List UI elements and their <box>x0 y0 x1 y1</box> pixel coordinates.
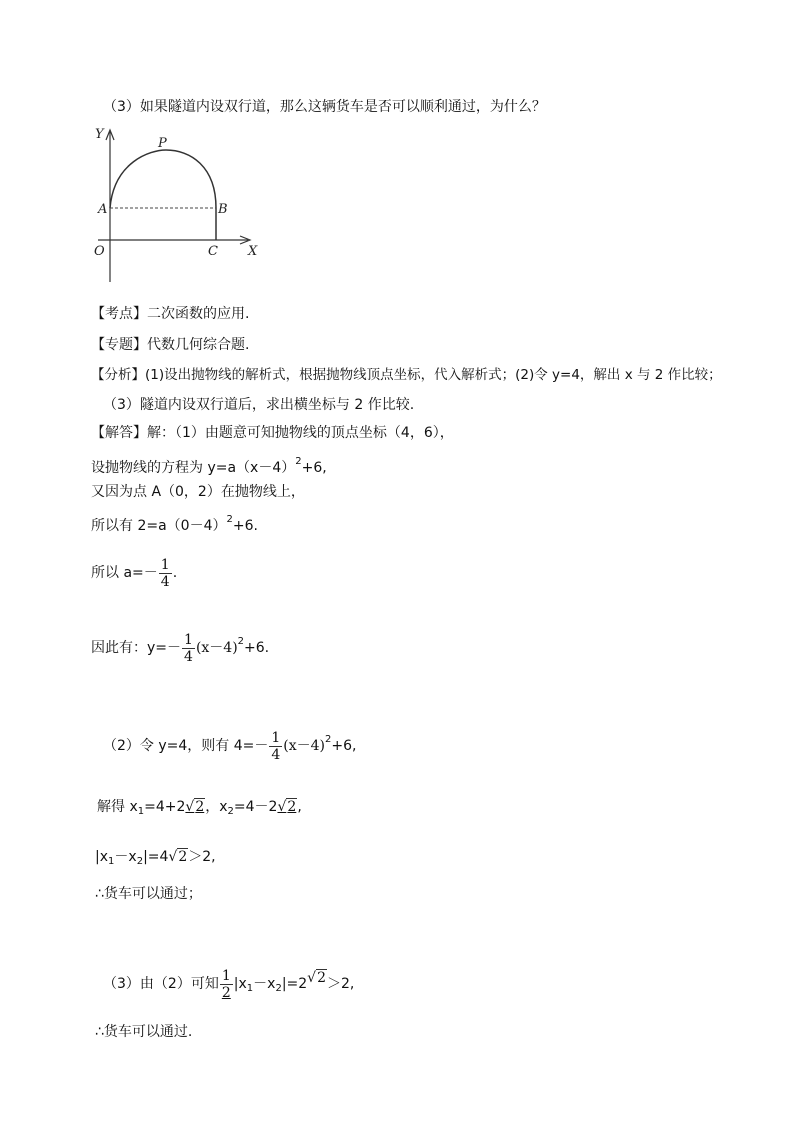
abs-minus: －x <box>114 849 137 865</box>
step-4-text: 所以 a=－ <box>91 565 158 581</box>
step-5-exponent: 2 <box>237 636 245 647</box>
step-1-exponent: 2 <box>295 456 302 467</box>
fraction-denominator: 4 <box>271 746 281 763</box>
step-5 <box>91 624 269 666</box>
solution-tail: , <box>297 799 302 815</box>
half-numerator: 1 <box>221 967 231 984</box>
step-5-tail: +6. <box>244 640 270 656</box>
step-2: 又因为点 A（0，2）在抛物线上， <box>91 484 305 500</box>
sub-2: 2 <box>227 806 234 817</box>
fraction-numerator: 1 <box>184 631 193 648</box>
solution-line <box>97 793 302 826</box>
label-p: P <box>158 136 167 151</box>
part-2-paren: (x－4) <box>283 738 326 754</box>
step-4 <box>91 555 177 591</box>
solution-x2-value: =4－2 <box>233 799 278 815</box>
solution-text: 解得 x <box>97 799 138 815</box>
step-4-tail: . <box>172 565 178 581</box>
label-a: A <box>98 202 108 217</box>
part-2-text: （2）令 y=4，则有 4=－ <box>103 738 269 754</box>
fraction-denominator: 4 <box>184 648 193 665</box>
label-o: O <box>94 244 105 259</box>
fenxi-line: 【分析】(1)设出抛物线的解析式，根据抛物线顶点坐标，代入解析式；(2)令 y=4，解出 x 与 2 作比较； <box>91 367 722 383</box>
step-3-tail: +6. <box>232 518 258 534</box>
part-3-text: （3）由（2）可知 <box>103 976 219 992</box>
sub-1: 1 <box>137 806 145 817</box>
kaodian-line: 【考点】二次函数的应用. <box>91 306 250 322</box>
abs-sub-2: 2 <box>136 856 144 867</box>
fraction-numerator: 1 <box>160 556 170 573</box>
abs-tail: ＞2, <box>188 849 216 865</box>
solution-x1-value: =4+2 <box>144 799 186 815</box>
step-3 <box>91 510 258 536</box>
step-1-text: 设抛物线的方程为 y=a（x－4） <box>91 460 296 476</box>
step-5-text: 因此有：y=－ <box>91 640 182 656</box>
therefore-2: ∴货车可以通过. <box>95 1024 193 1040</box>
sqrt-2-c: √2 <box>168 849 188 865</box>
step-3-exponent: 2 <box>226 514 233 525</box>
sqrt-2-d: √2 <box>307 970 327 986</box>
part-3-abs: |x <box>233 976 247 992</box>
therefore-1: ∴货车可以通过； <box>95 886 202 902</box>
step-5-paren: (x－4) <box>195 640 238 656</box>
sqrt-2-b: √2 <box>277 799 297 815</box>
parabola-arch <box>110 150 216 208</box>
zhuanti-line: 【专题】代数几何综合题. <box>91 337 250 353</box>
fenxi-line-2: （3）隧道内设双行道后，求出横坐标与 2 作比较. <box>103 397 415 413</box>
fraction-denominator: 4 <box>160 573 170 590</box>
part-3-tail: ＞2, <box>327 976 355 992</box>
abs-line <box>95 843 216 876</box>
step-3-text: 所以有 2=a（0－4） <box>91 518 227 534</box>
jieda-line: 【解答】解：（1）由题意可知抛物线的顶点坐标（4，6）， <box>91 425 454 441</box>
question-3-text: （3）如果隧道内设双行道，那么这辆货车是否可以顺利通过，为什么？ <box>103 99 546 115</box>
part-3-sub-1: 1 <box>246 983 254 994</box>
tunnel-figure <box>90 122 260 287</box>
fraction-one-quarter-2 <box>182 632 195 665</box>
label-b: B <box>218 202 228 217</box>
abs-sub-1: 1 <box>108 856 115 867</box>
sqrt-2-a: √2 <box>185 799 205 815</box>
part-2-line <box>103 722 357 764</box>
part-2-tail: +6, <box>331 738 357 754</box>
half-denominator: 2 <box>221 984 231 1001</box>
fraction-one-quarter <box>159 557 172 590</box>
part-2-exponent: 2 <box>325 734 332 745</box>
step-1 <box>91 452 327 478</box>
fraction-one-quarter-3 <box>269 730 282 763</box>
label-y: Y <box>95 127 104 142</box>
part-3-minus: －x <box>253 976 276 992</box>
label-x: X <box>248 244 258 259</box>
fraction-numerator: 1 <box>271 729 281 746</box>
part-3-line <box>103 958 354 1009</box>
fraction-one-half <box>220 968 233 1001</box>
part-3-eq: |=2 <box>281 976 308 992</box>
abs-open: |x <box>95 849 109 865</box>
solution-sep: ，x <box>205 799 228 815</box>
part-3-sub-2: 2 <box>275 983 282 994</box>
abs-eq: |=4 <box>143 849 169 865</box>
step-1-tail: +6, <box>301 460 327 476</box>
label-c: C <box>208 244 218 259</box>
